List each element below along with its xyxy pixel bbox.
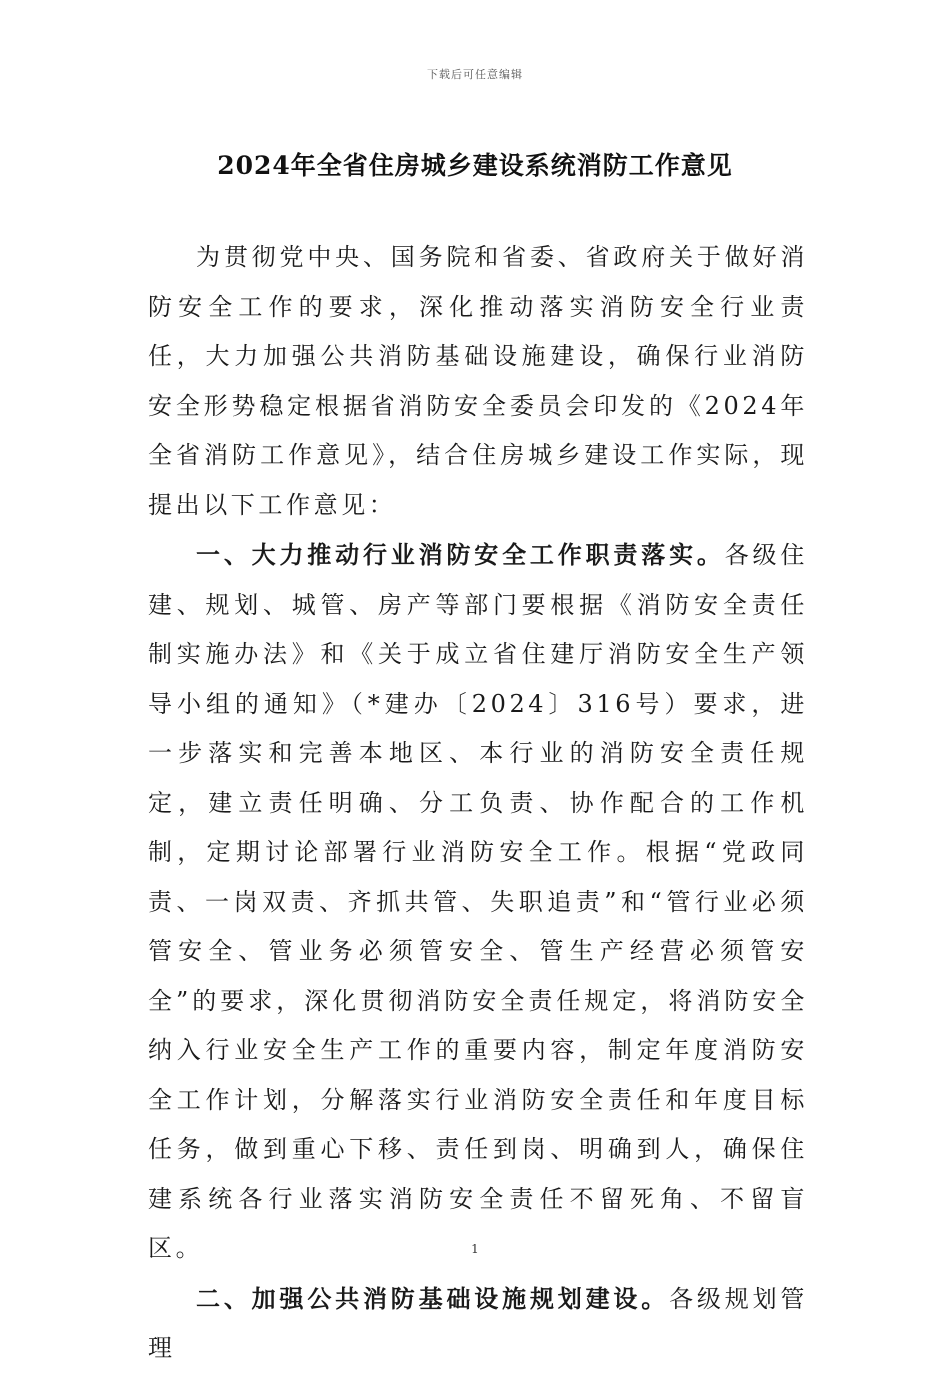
section-1-heading: 一、大力推动行业消防安全工作职责落实。 [196, 540, 725, 569]
document-title: 2024年全省住房城乡建设系统消防工作意见 [217, 151, 733, 180]
page-number: 1 [471, 1242, 479, 1256]
intro-paragraph [148, 232, 808, 530]
section-2-heading: 二、加强公共消防基础设施规划建设。 [196, 1283, 670, 1313]
section-1-text: 各级住建、规划、城管、房产等部门要根据《消防安全责任制实施办法》和《关于成立省住建厅消防安全生产领导小组的通知》（*建办〔2024〕316号）要求，进一步落实和完善本地区、本行业的消防安全责任规定，建立责任明确、分工负责、协作配合的工作机制，定期讨论部署行业消防安全工作。根据“党政同责、一岗双责、齐抓共管、失职追责”和“管行业必须管安全、管业务必须管安全、管生产经营必须管安全”的要求，深化贯彻消防安全责任规定，将消防安全纳入行业安全生产工作的重要内容，制定年度消防安全工作计划，分解落实行业消防安全责任和年度目标任务，做到重心下移、责任到岗、明确到人，确保住建系统各行业落实消防安全责任不留死角、不留盲区。 [148, 541, 808, 1262]
section-2-paragraph [148, 1274, 808, 1374]
paragraph-text: 为贯彻党中央、国务院和省委、省政府关于做好消防安全工作的要求，深化推动落实消防安全行业责任，大力加强公共消防基础设施建设，确保行业消防安全形势稳定根据省消防安全委员会印发的《2024年全省消防工作意见》，结合住房城乡建设工作实际，现提出以下工作意见： [148, 243, 808, 519]
header-note: 下载后可任意编辑 [427, 68, 523, 81]
section-2-text: 各级规划管理 [148, 1284, 809, 1362]
section-1-paragraph [148, 530, 808, 1274]
document-body [148, 232, 808, 1374]
